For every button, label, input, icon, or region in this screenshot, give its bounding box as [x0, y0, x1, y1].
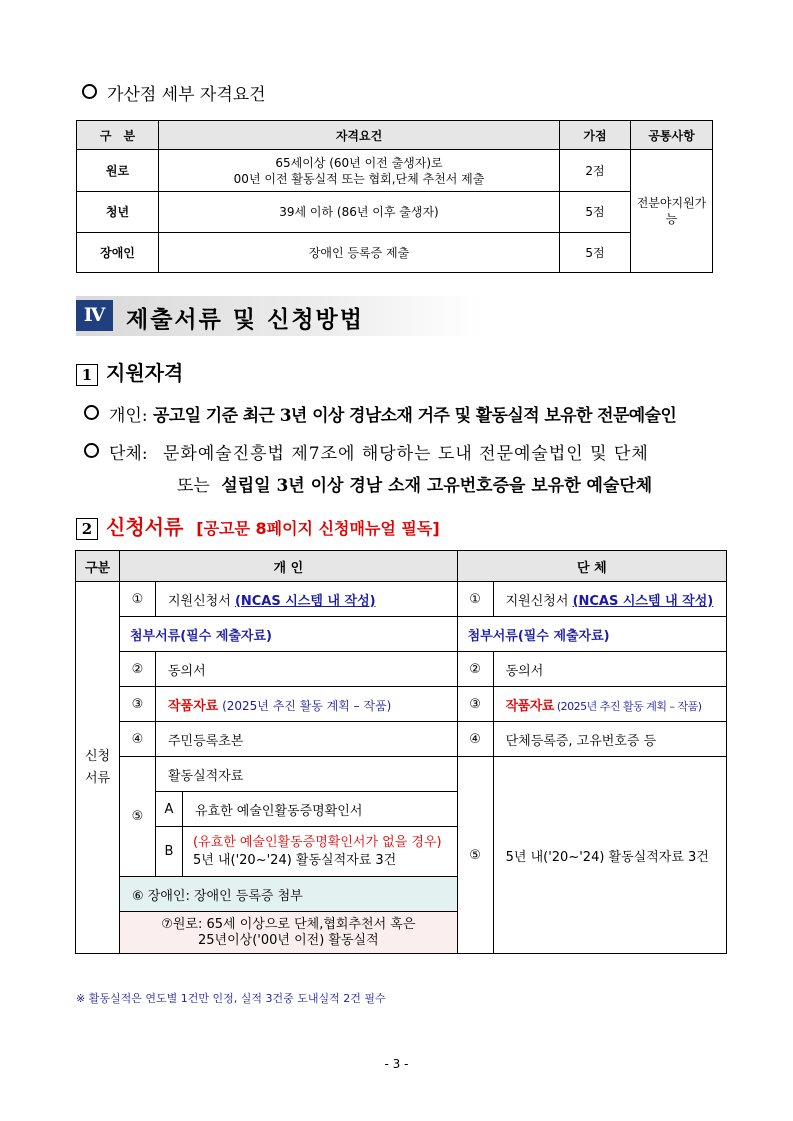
- eligibility-group: [84, 439, 649, 464]
- qualification-heading: 가산점 세부 자격요건: [82, 80, 266, 105]
- row-label-youth: 청년: [77, 192, 159, 233]
- header-category: 구 분: [77, 121, 159, 150]
- table-row: [77, 233, 713, 273]
- item-number: ②: [457, 652, 493, 687]
- disabled-requirement: 장애인 등록증 제출: [159, 233, 560, 273]
- item-number: ④: [457, 722, 493, 757]
- grp-application-form: [493, 582, 726, 617]
- option-a: A: [156, 792, 183, 827]
- option-b: B: [156, 827, 183, 877]
- item-number: ③: [457, 687, 493, 722]
- individual-text: 공고일 기준 최근 3년 이상 경남소재 거주 및 활동실적 보유한 전문예술인: [152, 406, 677, 426]
- app-form-label: 지원신청서: [168, 593, 231, 609]
- category-label: 신청 서류: [84, 748, 111, 786]
- header-requirement: 자격요건: [159, 121, 560, 150]
- ind-resident-record: 주민등록초본: [156, 722, 458, 757]
- table-row: [76, 722, 727, 757]
- table-row: [76, 652, 727, 687]
- app-form-note: (NCAS 시스템 내 작성): [234, 593, 376, 609]
- table-row: [77, 150, 713, 192]
- documents-note: [공고문 8페이지 신청매뉴얼 필독]: [196, 519, 440, 538]
- grp-activity-records: 5년 내('20~'24) 활동실적자료 3건: [493, 757, 726, 954]
- youth-points: 5점: [560, 192, 631, 233]
- item-number: ⑤: [120, 757, 156, 877]
- table-row: [76, 687, 727, 722]
- ind-activity-records: 활동실적자료: [156, 757, 458, 792]
- table-row: [76, 582, 727, 617]
- app-form-note: (NCAS 시스템 내 작성): [572, 593, 714, 609]
- page-number: - 3 -: [384, 1057, 409, 1071]
- section-header: [76, 296, 481, 336]
- header-points: 가점: [560, 121, 631, 150]
- header-group: 단 체: [457, 551, 726, 582]
- heading-number-box: 2: [76, 518, 98, 540]
- option-b-condition: (유효한 예술인활동증명확인서가 없을 경우): [193, 834, 442, 850]
- ind-works: [156, 687, 458, 722]
- app-form-label: 지원신청서: [505, 593, 569, 609]
- category-cell: [76, 582, 120, 954]
- option-b-detail: 5년 내('20~'24) 활동실적자료 3건: [193, 852, 397, 868]
- circle-bullet-icon: [84, 443, 99, 458]
- ind-attach-label: 첨부서류(필수 제출자료): [120, 617, 458, 652]
- table-header-row: [76, 551, 727, 582]
- disabled-points: 5점: [560, 233, 631, 273]
- header-category: 구분: [76, 551, 120, 582]
- individual-label: 개인:: [109, 406, 148, 426]
- circle-bullet-icon: [84, 405, 99, 420]
- header-individual: 개 인: [120, 551, 458, 582]
- table-row: [76, 617, 727, 652]
- disabled-attachment: ⑥ 장애인: 장애인 등록증 첨부: [120, 877, 458, 912]
- grp-certificates: 단체등록증, 고유번호증 등: [493, 722, 726, 757]
- senior-requirement: [159, 150, 560, 192]
- item-number: ②: [120, 652, 156, 687]
- heading-number-box: 1: [76, 364, 98, 386]
- group-text-line2-plain: 또는: [177, 476, 210, 496]
- row-label-disabled: 장애인: [77, 233, 159, 273]
- senior-line2: 25년이상('00년 이전) 활동실적: [197, 932, 379, 948]
- header-common: 공통사항: [631, 121, 713, 150]
- senior-req-line1: 65세이상 (60년 이전 출생자)로: [275, 155, 443, 170]
- works-label: 작품자료: [505, 698, 554, 714]
- works-note: (2025년 추진 활동 계획 – 작품): [222, 698, 392, 713]
- youth-requirement: 39세 이하 (86년 이후 출생자): [159, 192, 560, 233]
- item-number: ④: [120, 722, 156, 757]
- grp-consent: 동의서: [493, 652, 726, 687]
- eligibility-heading: [76, 357, 183, 386]
- item-number: ①: [457, 582, 493, 617]
- table-row: [77, 192, 713, 233]
- documents-heading: [76, 511, 440, 540]
- ind-consent: 동의서: [156, 652, 458, 687]
- ind-application-form: [156, 582, 458, 617]
- eligibility-individual: [84, 401, 676, 426]
- section-number: Ⅳ: [76, 300, 113, 331]
- section-title: 제출서류 및 신청방법: [126, 307, 364, 333]
- group-label: 단체:: [109, 444, 148, 464]
- senior-attachment: [120, 912, 458, 954]
- footnote: ※ 활동실적은 연도별 1건만 인정, 실적 3건중 도내실적 2건 필수: [76, 992, 386, 1005]
- documents-title: 신청서류: [106, 515, 184, 539]
- option-b-text: [183, 827, 458, 877]
- works-note: (2025년 추진 활동 계획 – 작품): [556, 699, 702, 713]
- grp-works: [493, 687, 726, 722]
- row-label-senior: 원로: [77, 150, 159, 192]
- table-header-row: [77, 121, 713, 150]
- common-note: 전분야지원가능: [631, 150, 713, 273]
- senior-req-line2: 00년 이전 활동실적 또는 협회,단체 추천서 제출: [233, 171, 485, 186]
- senior-points: 2점: [560, 150, 631, 192]
- eligibility-title: 지원자격: [106, 361, 184, 385]
- works-label: 작품자료: [168, 698, 219, 714]
- bonus-qualification-table: [76, 120, 713, 273]
- group-text-line1: 문화예술진흥법 제7조에 해당하는 도내 전문예술법인 및 단체: [162, 444, 649, 464]
- item-number: ③: [120, 687, 156, 722]
- eligibility-group-line2: [177, 471, 652, 496]
- group-text-line2-bold: 설립일 3년 이상 경남 소재 고유번호증을 보유한 예술단체: [221, 476, 653, 496]
- table-row: [76, 757, 727, 792]
- item-number: ①: [120, 582, 156, 617]
- documents-table: [75, 550, 727, 954]
- grp-attach-label: 첨부서류(필수 제출자료): [457, 617, 726, 652]
- senior-line1: ⑦원로: 65세 이상으로 단체,협회추천서 혹은: [161, 916, 416, 932]
- option-a-text: 유효한 예술인활동증명확인서: [183, 792, 458, 827]
- circle-bullet-icon: [82, 84, 97, 99]
- item-number: ⑤: [457, 757, 493, 954]
